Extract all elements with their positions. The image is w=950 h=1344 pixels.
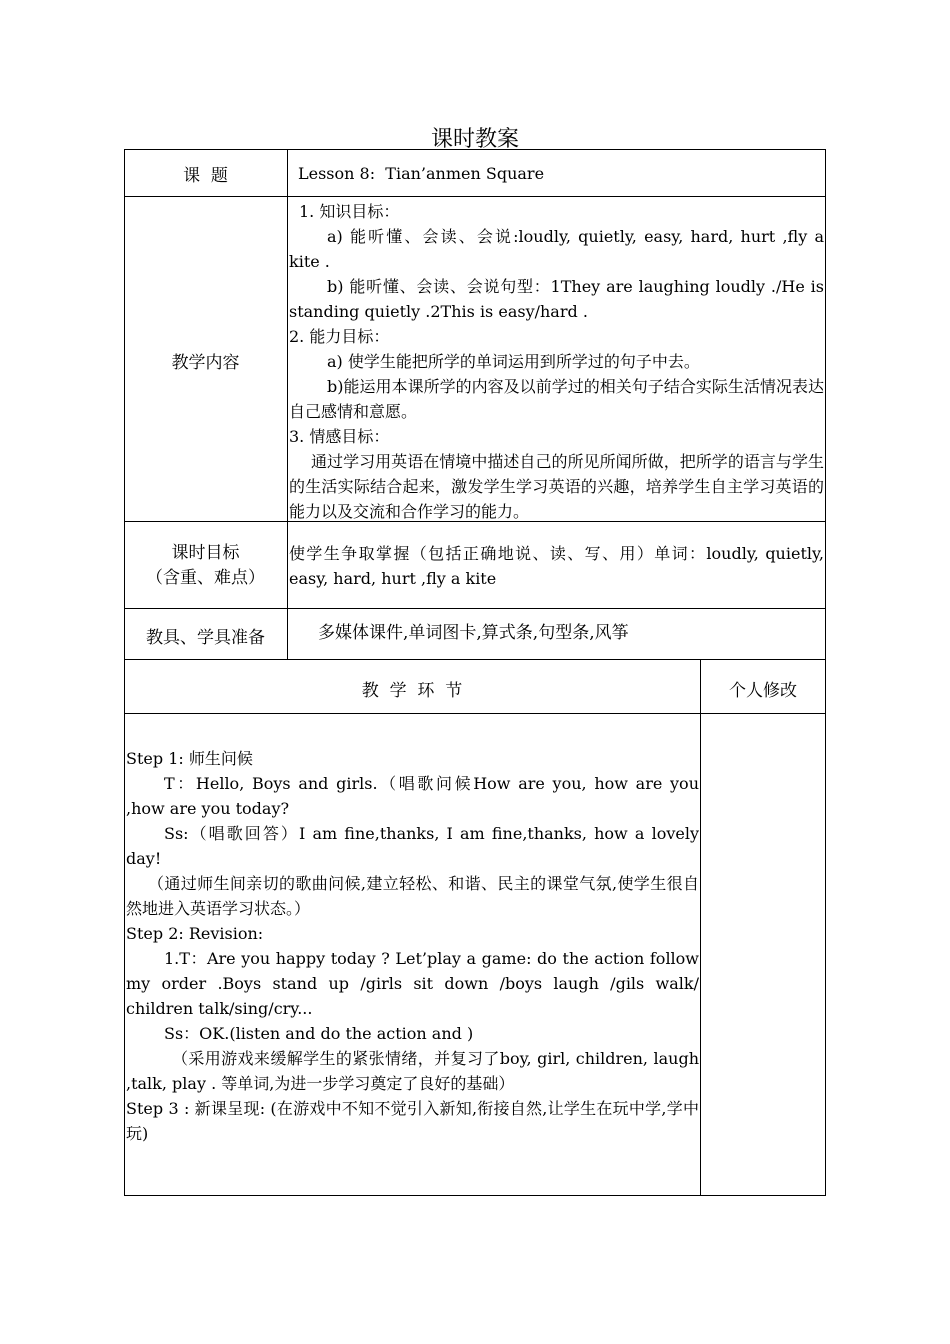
topic-value: Lesson 8: Tian’anmen Square — [298, 164, 545, 183]
row-divider — [124, 659, 826, 660]
goal-label-line: 课时目标 — [171, 543, 240, 563]
step-line: Ss:（唱歌回答）I am fine,thanks, I am fine,thanks, how a lovely day! — [126, 824, 699, 868]
step-line: T：Hello, Boys and girls.（唱歌问候How are you, how are you ,how are you today? — [126, 774, 699, 818]
row-divider — [124, 713, 826, 714]
content-line: 2. 能力目标： — [289, 327, 390, 346]
document-title: 课时教案 — [430, 127, 519, 152]
step-line: Step 3 : 新课呈现: (在游戏中不知不觉引入新知,衔接自然,让学生在玩中学,学中玩) — [126, 1099, 699, 1143]
step-line: Step 2: Revision: — [126, 924, 264, 943]
goal-label — [124, 541, 287, 591]
content-line: a) 使学生能把所学的单词运用到所学过的句子中去。 — [327, 352, 700, 371]
tools-label: 教具、学具准备 — [146, 628, 265, 648]
step-line: Ss：OK.(listen and do the action and ) — [164, 1024, 474, 1043]
column-divider — [287, 149, 288, 659]
step-line: Step 1: 师生问候 — [126, 749, 253, 768]
content-text — [289, 199, 824, 524]
steps-header: 教 学 环 节 — [361, 681, 463, 701]
topic-label: 课 题 — [183, 166, 228, 186]
step-line: （采用游戏来缓解学生的紧张情绪，并复习了boy, girl, children, laugh ,talk, play . 等单词,为进一步学习奠定了良好的基础） — [126, 1049, 699, 1093]
content-line: 3. 情感目标： — [289, 427, 390, 446]
edit-header: 个人修改 — [729, 681, 797, 701]
content-line: 通过学习用英语在情境中描述自己的所见所闻所做，把所学的语言与学生的生活实际结合起来，激发学生学习英语的兴趣，培养学生自主学习英语的能力以及交流和合作学习的能力。 — [289, 452, 824, 521]
column-divider — [700, 659, 701, 1196]
content-label: 教学内容 — [171, 353, 240, 373]
content-line: 1. 知识目标： — [299, 202, 400, 221]
step-line: （通过师生间亲切的歌曲问候,建立轻松、和谐、民主的课堂气氛,使学生很自然地进入英语学习状态。） — [126, 874, 699, 918]
content-line: b) 能听懂、会读、会说句型：1They are laughing loudly ./He is standing quietly .2This is easy/hard . — [289, 277, 824, 321]
steps-text — [126, 746, 699, 1146]
content-line: a) 能听懂、会读、会说:loudly, quietly, easy, hard, hurt ,fly a kite . — [289, 227, 824, 271]
row-divider — [124, 608, 826, 609]
tools-value: 多媒体课件,单词图卡,算式条,句型条,风筝 — [318, 623, 629, 643]
step-line: 1.T：Are you happy today ? Let’play a game: do the action follow my order .Boys stand up /girls sit down /boys laugh /gils walk/ children talk/sing/cry... — [126, 949, 699, 1018]
goal-value: 使学生争取掌握（包括正确地说、读、写、用）单词：loudly, quietly, easy, hard, hurt ,fly a kite — [289, 544, 824, 588]
goal-label-line: （含重、难点） — [146, 568, 265, 588]
content-line: b)能运用本课所学的内容及以前学过的相关句子结合实际生活情况表达自己感情和意愿。 — [289, 377, 824, 421]
row-divider — [124, 196, 826, 197]
